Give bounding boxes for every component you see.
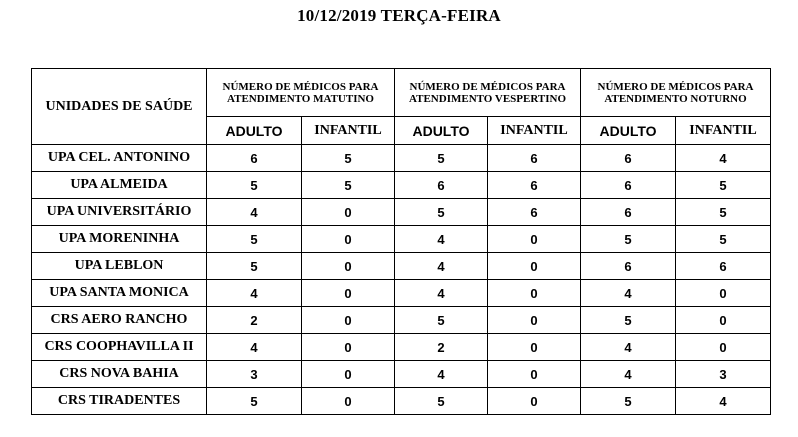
value-cell: 2 [395, 334, 488, 361]
unit-name-cell: CRS TIRADENTES [32, 388, 207, 415]
value-cell: 4 [581, 334, 676, 361]
value-cell: 0 [302, 307, 395, 334]
value-cell: 4 [207, 199, 302, 226]
value-cell: 4 [207, 280, 302, 307]
unit-column-header: UNIDADES DE SAÚDE [32, 69, 207, 145]
value-cell: 0 [676, 307, 771, 334]
value-cell: 6 [581, 253, 676, 280]
table-row [32, 280, 771, 307]
value-cell: 5 [302, 172, 395, 199]
unit-name-cell: UPA SANTA MONICA [32, 280, 207, 307]
table-row [32, 172, 771, 199]
value-cell: 4 [581, 280, 676, 307]
value-cell: 5 [395, 145, 488, 172]
value-cell: 5 [207, 253, 302, 280]
value-cell: 0 [676, 280, 771, 307]
value-cell: 3 [207, 361, 302, 388]
value-cell: 5 [395, 199, 488, 226]
table-row [32, 334, 771, 361]
morning-group-header: NÚMERO DE MÉDICOS PARA ATENDIMENTO MATUTINO [207, 69, 395, 117]
value-cell: 4 [395, 226, 488, 253]
unit-name-cell: UPA CEL. ANTONINO [32, 145, 207, 172]
value-cell: 0 [302, 226, 395, 253]
value-cell: 0 [488, 280, 581, 307]
unit-name-cell: UPA LEBLON [32, 253, 207, 280]
afternoon-adult-header: ADULTO [395, 117, 488, 145]
afternoon-group-header: NÚMERO DE MÉDICOS PARA ATENDIMENTO VESPERTINO [395, 69, 581, 117]
value-cell: 0 [488, 253, 581, 280]
value-cell: 4 [676, 388, 771, 415]
value-cell: 5 [581, 226, 676, 253]
morning-adult-header: ADULTO [207, 117, 302, 145]
value-cell: 0 [488, 361, 581, 388]
value-cell: 4 [395, 280, 488, 307]
value-cell: 6 [581, 145, 676, 172]
value-cell: 5 [207, 388, 302, 415]
value-cell: 4 [581, 361, 676, 388]
value-cell: 5 [676, 199, 771, 226]
value-cell: 0 [302, 361, 395, 388]
value-cell: 5 [207, 226, 302, 253]
value-cell: 3 [676, 361, 771, 388]
table-row [32, 307, 771, 334]
morning-child-header: INFANTIL [302, 117, 395, 145]
value-cell: 0 [302, 199, 395, 226]
value-cell: 0 [488, 334, 581, 361]
value-cell: 4 [395, 361, 488, 388]
night-adult-header: ADULTO [581, 117, 676, 145]
value-cell: 5 [581, 307, 676, 334]
value-cell: 6 [488, 145, 581, 172]
table-row [32, 388, 771, 415]
value-cell: 6 [488, 199, 581, 226]
value-cell: 0 [302, 280, 395, 307]
value-cell: 5 [676, 172, 771, 199]
unit-name-cell: CRS NOVA BAHIA [32, 361, 207, 388]
table-row [32, 199, 771, 226]
page-title: 10/12/2019 TERÇA-FEIRA [297, 6, 501, 25]
table-body [32, 145, 771, 415]
value-cell: 0 [302, 253, 395, 280]
value-cell: 6 [676, 253, 771, 280]
value-cell: 5 [207, 172, 302, 199]
value-cell: 0 [302, 388, 395, 415]
value-cell: 5 [395, 307, 488, 334]
value-cell: 6 [395, 172, 488, 199]
unit-name-cell: UPA UNIVERSITÁRIO [32, 199, 207, 226]
value-cell: 0 [488, 307, 581, 334]
afternoon-child-header: INFANTIL [488, 117, 581, 145]
table-row [32, 361, 771, 388]
value-cell: 0 [676, 334, 771, 361]
value-cell: 4 [207, 334, 302, 361]
value-cell: 6 [488, 172, 581, 199]
table-row [32, 253, 771, 280]
value-cell: 5 [676, 226, 771, 253]
unit-name-cell: CRS COOPHAVILLA II [32, 334, 207, 361]
night-group-header: NÚMERO DE MÉDICOS PARA ATENDIMENTO NOTURNO [581, 69, 771, 117]
value-cell: 5 [302, 145, 395, 172]
value-cell: 2 [207, 307, 302, 334]
table-row [32, 145, 771, 172]
value-cell: 6 [581, 172, 676, 199]
night-child-header: INFANTIL [676, 117, 771, 145]
value-cell: 6 [581, 199, 676, 226]
table-row [32, 226, 771, 253]
unit-name-cell: UPA ALMEIDA [32, 172, 207, 199]
value-cell: 0 [488, 226, 581, 253]
unit-name-cell: CRS AERO RANCHO [32, 307, 207, 334]
value-cell: 6 [207, 145, 302, 172]
doctors-schedule-table [31, 68, 771, 415]
value-cell: 4 [676, 145, 771, 172]
value-cell: 0 [488, 388, 581, 415]
value-cell: 5 [581, 388, 676, 415]
unit-name-cell: UPA MORENINHA [32, 226, 207, 253]
value-cell: 4 [395, 253, 488, 280]
value-cell: 0 [302, 334, 395, 361]
value-cell: 5 [395, 388, 488, 415]
